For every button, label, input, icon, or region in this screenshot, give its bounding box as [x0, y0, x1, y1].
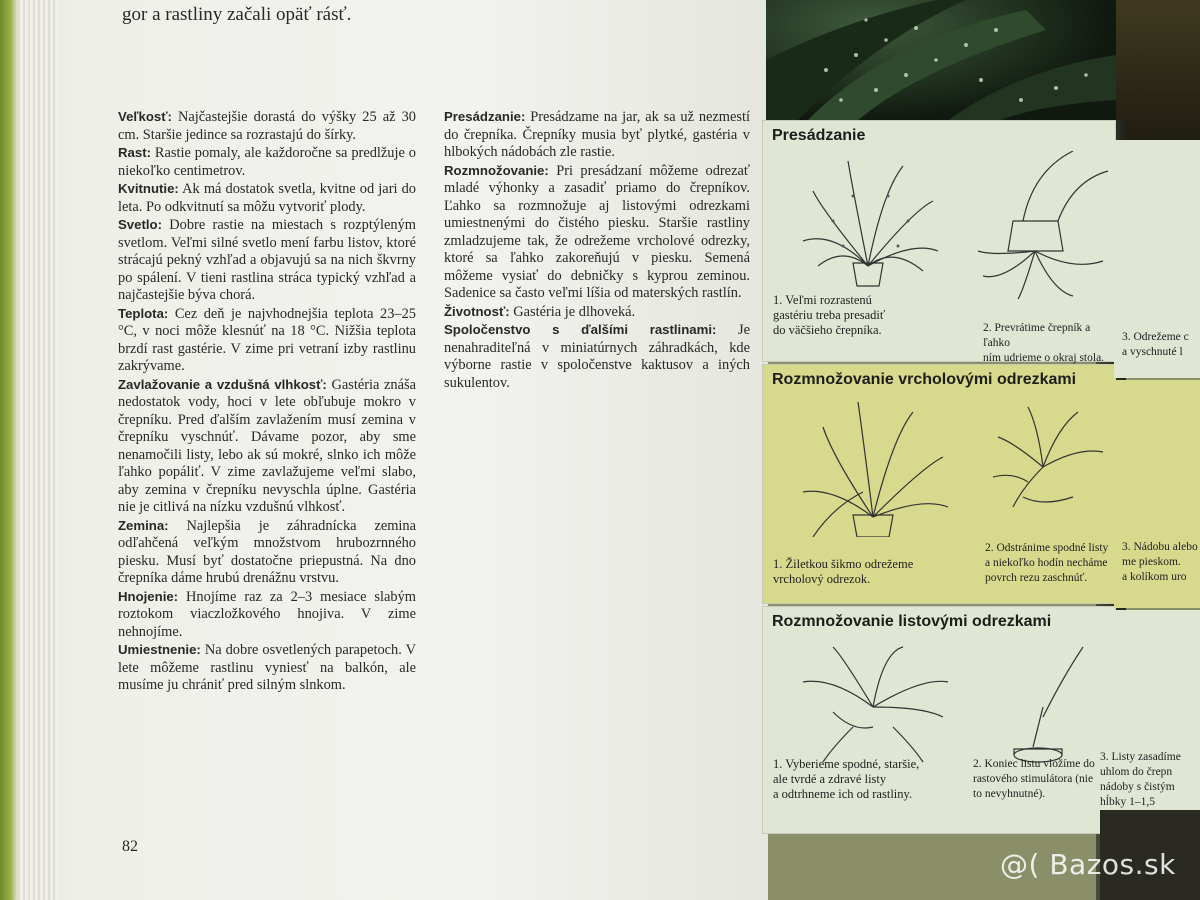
panel-title: Presádzanie: [772, 127, 866, 144]
paragraph-text: Na dobre osvetlených parapetoch. V lete môžeme rastlinu vyniesť na balkón, ale musíme ju chrániť pred silným slnkom.: [118, 642, 416, 693]
panel-title: Rozmnožovanie vrcholovými odrezkami: [772, 371, 1077, 388]
paragraph-text: Cez deň je najvhodnejšia teplota 23–25 °C, v noci môže klesnúť na 18 °C. Nižšia teplota brzdí rast gastérie. V zime pri vetraní izby rastlinu zakrývame.: [118, 305, 416, 374]
paragraph-text: Najčastejšie dorastá do výšky 25 až 30 cm. Staršie jedince sa rozrastajú do šírky.: [118, 109, 416, 143]
paragraph-label: Zavlažovanie a vzdušná vlhkosť:: [118, 376, 327, 392]
paragraph: [118, 305, 416, 376]
caption-step-2: 2. Prevrátime črepník a ľahko ním udrieme o okraj stola.: [983, 322, 1105, 364]
paragraph-label: Svetlo:: [118, 217, 162, 232]
panel-listove-odrezky: [762, 606, 1116, 834]
book-spine-left: [0, 0, 18, 900]
side-caption-2: 3. Nádobu alebo me pieskom. a kolíkom uro: [1122, 541, 1198, 583]
paragraph-label: Spoločenstvo s ďalšími rastlinami:: [444, 322, 717, 337]
paragraph-label: Veľkosť:: [118, 109, 172, 124]
plant-cutting-illustration: [793, 397, 953, 537]
paragraph-label: Životnosť:: [444, 303, 510, 319]
paragraph: [118, 108, 416, 144]
paragraph-label: Umiestnenie:: [118, 642, 201, 657]
panel-title: Rozmnožovanie listovými odrezkami: [772, 613, 1052, 630]
text-column-2: [444, 108, 750, 392]
paragraph: [118, 517, 416, 588]
paragraph-label: Kvitnutie:: [118, 181, 179, 196]
top-text-fragment: gor a rastliny začali opäť rásť.: [122, 4, 352, 25]
leaf-plant-illustration: [793, 637, 953, 767]
page-edges: [18, 0, 58, 900]
plant-photo-right: [1116, 0, 1200, 150]
panel-presadzanie: [762, 120, 1116, 362]
paragraph-label: Rozmnožovanie:: [444, 162, 549, 178]
paragraph-label: Rast:: [118, 145, 151, 160]
paragraph-text: Dobre rastie na miestach s rozptýleným svetlom. Veľmi silné svetlo mení farbu listov, ktoré strácajú pekný vzhľad a objavujú sa na nich škvrny po spálení. V tieni rastlina stráca typický vzhľad a najčastejšie býva chorá.: [118, 217, 416, 303]
side-caption-1: 3. Odrežeme c a vyschnuté l: [1122, 331, 1189, 358]
paragraph: [118, 180, 416, 216]
paragraph: [118, 376, 416, 517]
paragraph-text: Je nenahraditeľná v miniatúrnych záhradkách, kde výborne rastie v spoločenstve kaktusov a iných sukulentov.: [444, 322, 750, 391]
side-panel-3: [1100, 610, 1200, 810]
paragraph: [444, 108, 750, 162]
paragraph: [444, 321, 750, 392]
caption-step-1: 1. Žiletkou šikmo odrežeme vrcholový odrezok.: [773, 557, 914, 586]
page-number: 82: [122, 838, 138, 855]
paragraph-text: Hnojíme raz za 2–3 mesiace slabým roztokom viaczložkového hnojiva. V zime nehnojíme.: [118, 588, 416, 640]
side-panel-2: [1114, 380, 1200, 608]
paragraph: [444, 303, 750, 322]
side-caption-3: 3. Listy zasadíme uhlom do črepn nádoby s čistým hĺbky 1–1,5: [1100, 751, 1181, 808]
caption-step-1: 1. Vyberieme spodné, staršie, ale tvrdé a zdravé listy a odtrhneme ich od rastliny.: [773, 757, 920, 801]
plant-illustration: [793, 151, 943, 291]
paragraph-label: Zemina:: [118, 517, 169, 533]
cutting-hands-illustration: [983, 397, 1113, 537]
paragraph-label: Presádzanie:: [444, 109, 526, 124]
watermark: @( Bazos.sk: [1000, 848, 1176, 881]
paragraph-text: Gastéria znáša nedostatok vody, hoci v lete obľubuje mokro v črepníku. Pred ďalším zavlažením musí zemina v črepníku vyschnúť. Dávame pozor, aby sme nenamočili listy, lebo ak sú mokré, slnko ich môže ľahko popáliť. V zime zavlažujeme veľmi slabo, aby zemina v črepníku nevyschla úplne. Gastéria nie je citlivá na nízku vzdušnú vlhkosť.: [118, 376, 416, 515]
panel-vrcholove-odrezky: [762, 364, 1116, 604]
paragraph: [118, 216, 416, 305]
paragraph-text: Presádzame na jar, ak sa už nezmestí do črepníka. Črepníky musia byť plytké, gastéria v hlbokých nádobách zle rastie.: [444, 109, 750, 160]
paragraph-label: Teplota:: [118, 305, 169, 321]
caption-step-2: 2. Odstránime spodné listy a niekoľko hodín necháme povrch rezu zaschnúť.: [985, 542, 1109, 584]
paragraph-text: Rastie pomaly, ale každoročne sa predlžuje o niekoľko centimetrov.: [118, 145, 416, 179]
caption-step-2: 2. Koniec listu vložíme do rastového stimulátora (nie to nevyhnutné).: [973, 758, 1095, 800]
paragraph: [118, 588, 416, 642]
paragraph-text: Ak má dostatok svetla, kvitne od jari do leta. Po odkvitnutí sa môžu vytvoriť plody.: [118, 181, 416, 215]
stimulator-dish-illustration: [983, 637, 1113, 767]
hand-pot-illustration: [963, 151, 1113, 301]
text-column-1: [118, 108, 416, 695]
side-panel-1: [1114, 140, 1200, 378]
paragraph-text: Najlepšia je záhradnícka zemina odľahčená veľkým množstvom hrubozrnného piesku. Musí byť dostatočne priepustná. Na dno črepníka dáme hrubú drenážnu vrstvu.: [118, 517, 416, 586]
plant-photo: [766, 0, 1116, 122]
paragraph: [444, 162, 750, 303]
paragraph-text: Pri presádzaní môžeme odrezať mladé výhonky a zasadiť priamo do črepníkov. Ľahko sa rozmnožuje aj listovými odrezkami umiestnenými do čistého piesku. Staršie rastliny zmladzujeme tak, že odrežeme vrcholové odrezky, ktoré sa ľahko zakoreňujú v piesku. Semená môžeme vysiať do debničky s kyprou zeminou. Sadenice sa často veľmi líšia od materských rastlín.: [444, 162, 750, 301]
paragraph-label: Hnojenie:: [118, 588, 179, 604]
paragraph-text: Gastéria je dlhoveká.: [509, 303, 636, 320]
paragraph: [118, 641, 416, 695]
paragraph: [118, 144, 416, 180]
caption-step-1: 1. Veľmi rozrastenú gastériu treba presadiť do väčšieho črepníka.: [773, 293, 886, 337]
